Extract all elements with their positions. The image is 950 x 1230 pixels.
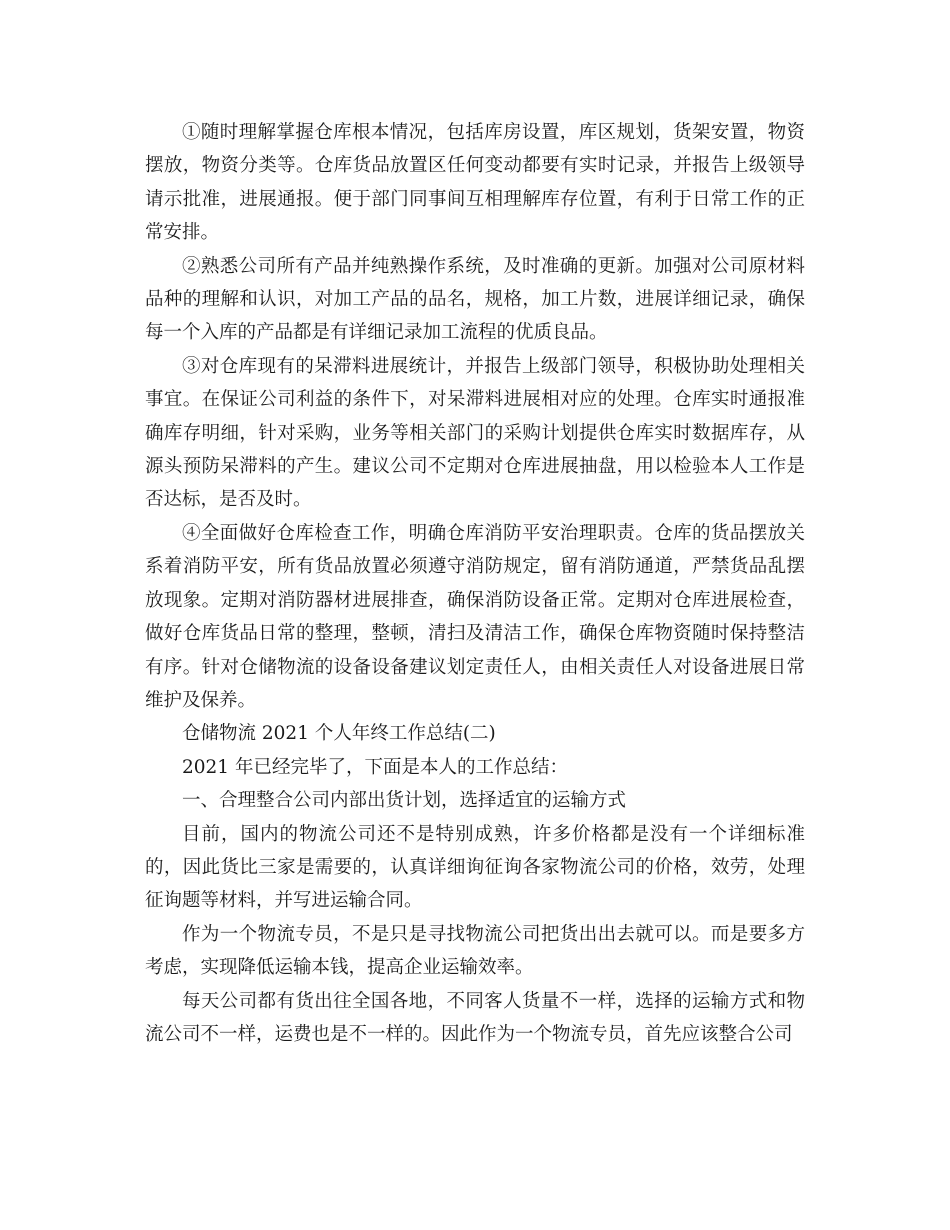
section-heading-one: 一、合理整合公司内部出货计划，选择适宜的运输方式 — [182, 790, 627, 812]
paragraph-product-system: ②熟悉公司所有产品并纯熟操作系统，及时准确的更新。加强对公司原材料品种的理解和认识，对加工产品的品名，规格，加工片数，进展详细记录，确保每一个入库的产品都是有详细记录加工流程的优质良品。 — [145, 255, 805, 344]
section-title: 仓储物流 2021 个人年终工作总结(二) — [182, 723, 496, 745]
paragraph-stagnant-materials: ③对仓库现有的呆滞料进展统计，并报告上级部门领导，积极协助处理相关事宜。在保证公司利益的条件下，对呆滞料进展相对应的处理。仓库实时通报准确库存明细，针对采购，业务等相关部门的采购计划提供仓库实时数据库存，从源头预防呆滞料的产生。建议公司不定期对仓库进展抽盘，用以检验本人工作是否达标，是否及时。 — [145, 355, 805, 511]
paragraph-fire-safety: ④全面做好仓库检查工作，明确仓库消防平安治理职责。仓库的货品摆放关系着消防平安，所有货品放置必须遵守消防规定，留有消防通道，严禁货品乱摆放现象。定期对消防器材进展排查，确保消防设备正常。定期对仓库进展检查，做好仓库货品日常的整理，整顿，清扫及清洁工作，确保仓库物资随时保持整洁有序。针对仓储物流的设备设备建议划定责任人，由相关责任人对设备进展日常维护及保养。 — [145, 522, 805, 711]
paragraph-logistics-market: 目前，国内的物流公司还不是特别成熟，许多价格都是没有一个详细标准的，因此货比三家是需要的，认真详细询征询各家物流公司的价格，效劳，处理征询题等材料，并写进运输合同。 — [145, 823, 805, 912]
paragraph-intro: 2021 年已经完毕了，下面是本人的工作总结： — [182, 756, 568, 778]
paragraph-warehouse-overview: ①随时理解掌握仓库根本情况，包括库房设置，库区规划，货架安置，物资摆放，物资分类等。仓库货品放置区任何变动都要有实时记录，并报告上级领导请示批准，进展通报。便于部门同事间互相理解库存位置，有利于日常工作的正常安排。 — [145, 122, 805, 244]
document-body — [145, 116, 805, 1051]
paragraph-daily-shipping: 每天公司都有货出往全国各地，不同客人货量不一样，选择的运输方式和物流公司不一样，运费也是不一样的。因此作为一个物流专员，首先应该整合公司 — [145, 990, 805, 1045]
paragraph-logistics-role: 作为一个物流专员，不是只是寻找物流公司把货出出去就可以。而是要多方考虑，实现降低运输本钱，提高企业运输效率。 — [145, 923, 805, 979]
